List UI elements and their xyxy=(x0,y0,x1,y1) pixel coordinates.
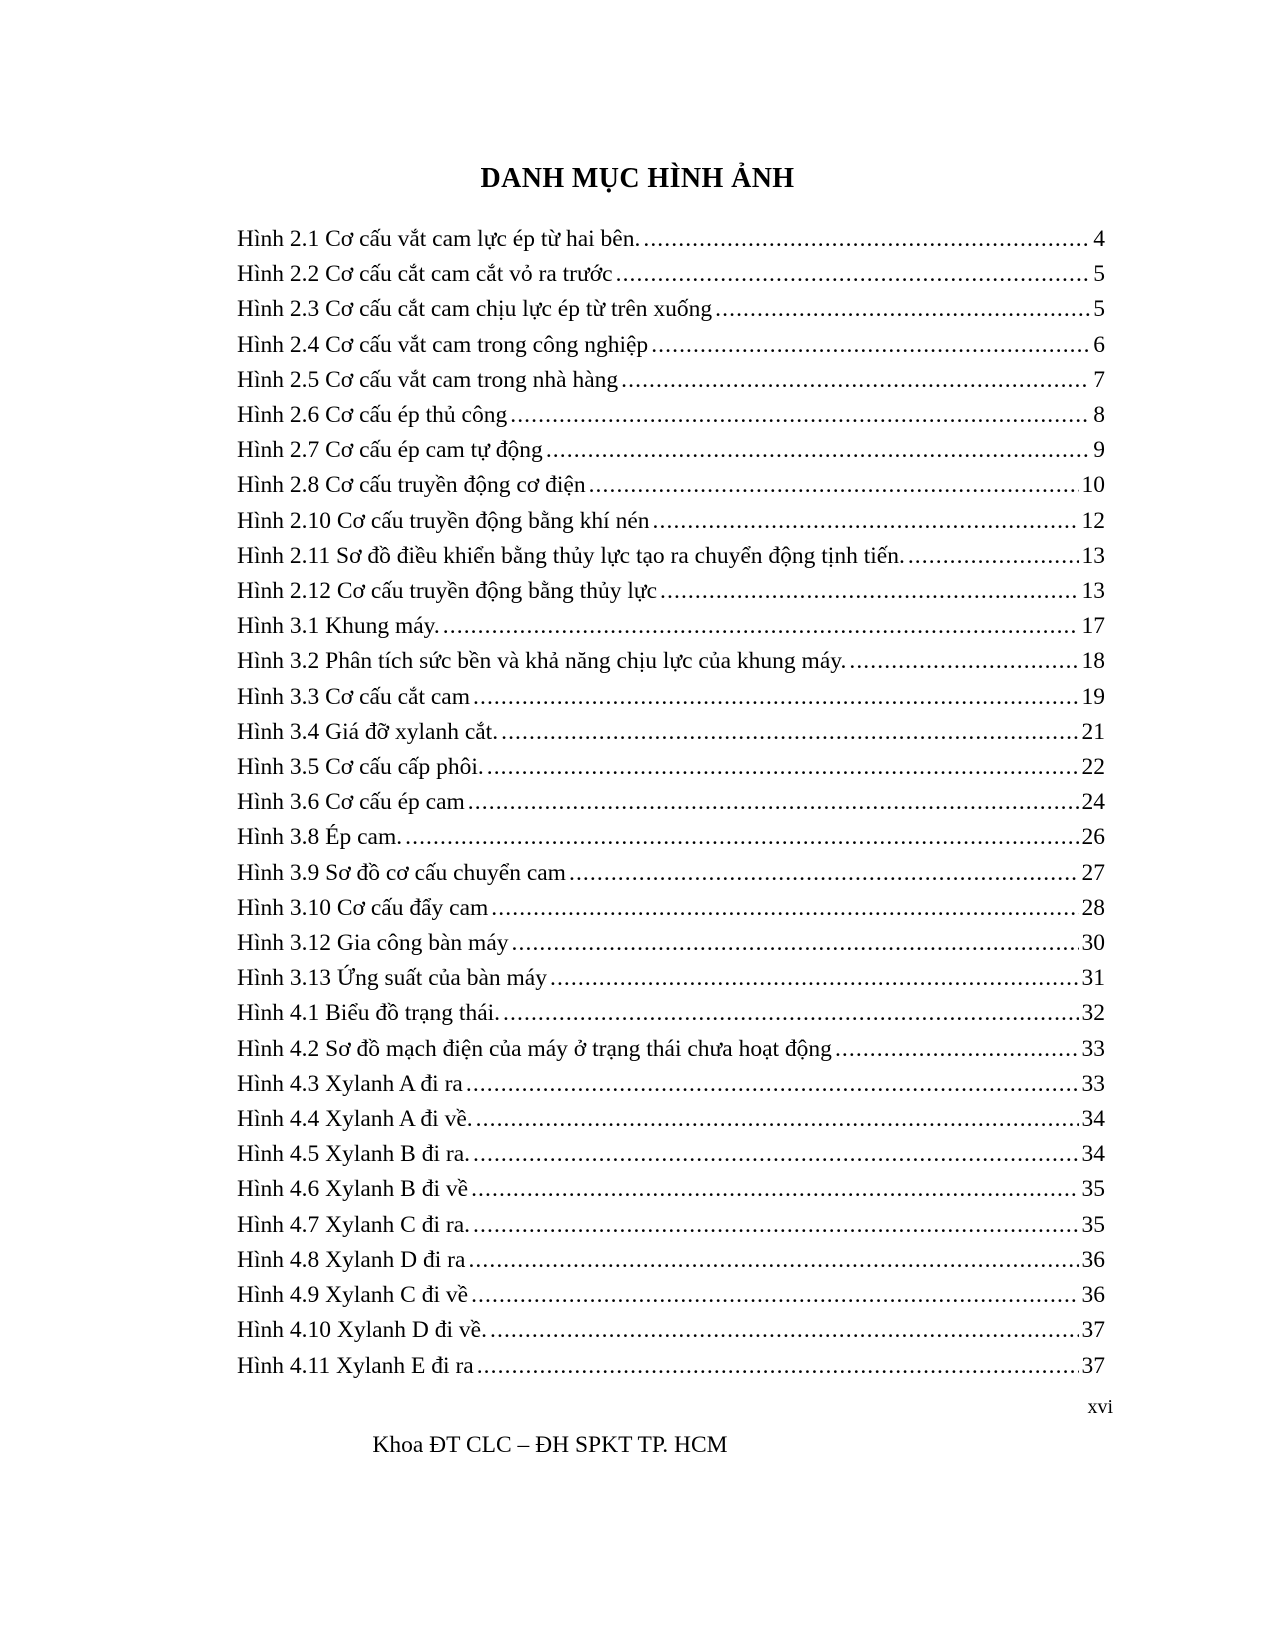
toc-entry[interactable] xyxy=(237,1172,1105,1207)
toc-leader-dots xyxy=(715,292,1090,327)
toc-entry-page: 27 xyxy=(1081,859,1105,886)
toc-leader-dots xyxy=(487,750,1079,785)
toc-entry[interactable] xyxy=(237,574,1105,609)
toc-entry-label: Hình 3.6 Cơ cấu ép cam xyxy=(237,789,465,816)
toc-leader-dots xyxy=(477,1349,1079,1384)
toc-entry[interactable] xyxy=(237,750,1105,785)
toc-entry-label: Hình 2.7 Cơ cấu ép cam tự động xyxy=(237,437,543,464)
toc-entry-label: Hình 4.9 Xylanh C đi về xyxy=(237,1282,469,1309)
page-title: DANH MỤC HÌNH ẢNH xyxy=(480,163,795,194)
toc-entry-page: 34 xyxy=(1081,1106,1105,1133)
toc-leader-dots xyxy=(443,609,1079,644)
toc-leader-dots xyxy=(468,785,1079,820)
toc-entry-page: 37 xyxy=(1081,1317,1105,1344)
table-of-contents xyxy=(237,222,1105,1384)
toc-entry[interactable] xyxy=(237,433,1105,468)
toc-entry-page: 26 xyxy=(1081,824,1105,851)
toc-entry[interactable] xyxy=(237,820,1105,855)
toc-entry-label: Hình 2.8 Cơ cấu truyền động cơ điện xyxy=(237,472,586,499)
toc-entry-page: 6 xyxy=(1093,331,1105,358)
toc-leader-dots xyxy=(550,961,1079,996)
toc-entry-page: 30 xyxy=(1081,930,1105,957)
toc-entry-page: 36 xyxy=(1081,1282,1105,1309)
toc-entry-page: 19 xyxy=(1081,683,1105,710)
toc-entry-label: Hình 4.10 Xylanh D đi về. xyxy=(237,1317,487,1344)
toc-leader-dots xyxy=(501,715,1078,750)
toc-entry[interactable] xyxy=(237,785,1105,820)
toc-entry-page: 8 xyxy=(1093,402,1105,429)
toc-entry-label: Hình 3.8 Ép cam. xyxy=(237,824,403,851)
toc-entry-label: Hình 2.2 Cơ cấu cắt cam cắt vỏ ra trước xyxy=(237,261,613,288)
toc-entry[interactable] xyxy=(237,891,1105,926)
toc-entry-label: Hình 3.1 Khung máy. xyxy=(237,613,440,640)
toc-entry-page: 24 xyxy=(1081,789,1105,816)
toc-leader-dots xyxy=(471,1172,1078,1207)
toc-entry-label: Hình 2.6 Cơ cấu ép thủ công xyxy=(237,402,508,429)
toc-entry[interactable] xyxy=(237,1067,1105,1102)
toc-leader-dots xyxy=(473,680,1079,715)
toc-entry-page: 32 xyxy=(1081,1000,1105,1027)
toc-entry[interactable] xyxy=(237,856,1105,891)
toc-entry-label: Hình 4.2 Sơ đồ mạch điện của máy ở trạng thái chưa hoạt động xyxy=(237,1035,832,1062)
toc-entry[interactable] xyxy=(237,1137,1105,1172)
toc-entry-page: 18 xyxy=(1081,648,1105,675)
toc-entry[interactable] xyxy=(237,996,1105,1031)
footer-text: Khoa ĐT CLC – ĐH SPKT TP. HCM xyxy=(372,1432,728,1458)
toc-leader-dots xyxy=(512,926,1079,961)
toc-entry[interactable] xyxy=(237,609,1105,644)
toc-leader-dots xyxy=(473,1208,1078,1243)
toc-entry[interactable] xyxy=(237,1102,1105,1137)
toc-entry[interactable] xyxy=(237,680,1105,715)
toc-entry-page: 4 xyxy=(1093,226,1105,252)
toc-leader-dots xyxy=(660,574,1078,609)
toc-leader-dots xyxy=(490,1313,1079,1348)
toc-entry-label: Hình 3.5 Cơ cấu cấp phôi. xyxy=(237,754,484,781)
toc-entry-page: 22 xyxy=(1081,754,1105,781)
toc-leader-dots xyxy=(473,1137,1078,1172)
toc-entry-page: 31 xyxy=(1081,965,1105,992)
toc-leader-dots xyxy=(471,1278,1078,1313)
toc-entry-page: 5 xyxy=(1093,296,1105,323)
toc-entry-page: 5 xyxy=(1093,261,1105,288)
toc-entry[interactable] xyxy=(237,257,1105,292)
page-number: xvi xyxy=(1087,1396,1113,1418)
toc-entry-label: Hình 3.13 Ứng suất của bàn máy xyxy=(237,965,547,992)
toc-entry-label: Hình 2.4 Cơ cấu vắt cam trong công nghiệp xyxy=(237,331,649,358)
toc-entry-page: 12 xyxy=(1081,507,1105,534)
toc-entry-page: 7 xyxy=(1093,366,1105,393)
toc-entry-label: Hình 2.3 Cơ cấu cắt cam chịu lực ép từ trên xuống xyxy=(237,296,713,323)
toc-leader-dots xyxy=(643,222,1090,257)
toc-entry[interactable] xyxy=(237,539,1105,574)
toc-leader-dots xyxy=(510,398,1090,433)
toc-entry-label: Hình 2.10 Cơ cấu truyền động bằng khí nén xyxy=(237,507,650,534)
toc-entry-page: 35 xyxy=(1081,1211,1105,1238)
toc-entry-label: Hình 2.12 Cơ cấu truyền động bằng thủy lực xyxy=(237,578,658,605)
toc-entry-page: 9 xyxy=(1093,437,1105,464)
toc-entry-label: Hình 4.3 Xylanh A đi ra xyxy=(237,1070,463,1097)
toc-entry-page: 34 xyxy=(1081,1141,1105,1168)
toc-entry[interactable] xyxy=(237,1349,1105,1384)
toc-entry-label: Hình 3.12 Gia công bàn máy xyxy=(237,930,509,957)
toc-entry[interactable] xyxy=(237,644,1105,679)
toc-leader-dots xyxy=(651,328,1090,363)
toc-entry-page: 21 xyxy=(1081,718,1105,745)
toc-leader-dots xyxy=(569,856,1079,891)
toc-entry[interactable] xyxy=(237,1032,1105,1067)
toc-entry-page: 13 xyxy=(1081,578,1105,605)
toc-leader-dots xyxy=(476,1102,1079,1137)
toc-entry-label: Hình 4.5 Xylanh B đi ra. xyxy=(237,1141,471,1168)
toc-leader-dots xyxy=(835,1032,1079,1067)
toc-entry-label: Hình 4.7 Xylanh C đi ra. xyxy=(237,1211,471,1238)
toc-entry-page: 35 xyxy=(1081,1176,1105,1203)
toc-entry-page: 10 xyxy=(1081,472,1105,499)
toc-entry-label: Hình 4.8 Xylanh D đi ra xyxy=(237,1246,466,1273)
toc-leader-dots xyxy=(546,433,1090,468)
toc-entry[interactable] xyxy=(237,468,1105,503)
toc-entry-label: Hình 4.6 Xylanh B đi về xyxy=(237,1176,469,1203)
toc-entry-page: 36 xyxy=(1081,1246,1105,1273)
toc-entry-label: Hình 3.3 Cơ cấu cắt cam xyxy=(237,683,470,710)
toc-entry[interactable] xyxy=(237,1278,1105,1313)
toc-entry-page: 33 xyxy=(1081,1070,1105,1097)
toc-entry[interactable] xyxy=(237,504,1105,539)
toc-entry-label: Hình 2.1 Cơ cấu vắt cam lực ép từ hai bên. xyxy=(237,226,641,252)
toc-leader-dots xyxy=(466,1067,1079,1102)
toc-entry-label: Hình 3.4 Giá đỡ xylanh cắt. xyxy=(237,718,499,745)
toc-entry-page: 33 xyxy=(1081,1035,1105,1062)
toc-entry-label: Hình 2.5 Cơ cấu vắt cam trong nhà hàng xyxy=(237,366,619,393)
toc-entry-page: 28 xyxy=(1081,894,1105,921)
toc-leader-dots xyxy=(491,891,1078,926)
toc-entry-label: Hình 4.1 Biểu đồ trạng thái. xyxy=(237,1000,501,1027)
toc-entry[interactable] xyxy=(237,292,1105,327)
toc-entry-label: Hình 4.11 Xylanh E đi ra xyxy=(237,1352,474,1379)
toc-leader-dots xyxy=(503,996,1078,1031)
toc-entry-label: Hình 3.9 Sơ đồ cơ cấu chuyển cam xyxy=(237,859,566,886)
toc-entry[interactable] xyxy=(237,363,1105,398)
toc-entry[interactable] xyxy=(237,961,1105,996)
toc-entry[interactable] xyxy=(237,398,1105,433)
toc-entry-page: 13 xyxy=(1081,542,1105,569)
toc-entry-label: Hình 3.10 Cơ cấu đẩy cam xyxy=(237,894,489,921)
toc-leader-dots xyxy=(589,468,1079,503)
page-footer xyxy=(0,1432,1275,1459)
toc-entry-label: Hình 3.2 Phân tích sức bền và khả năng chịu lực của khung máy. xyxy=(237,648,847,675)
toc-entry-page: 17 xyxy=(1081,613,1105,640)
toc-entry-label: Hình 2.11 Sơ đồ điều khiển bằng thủy lực tạo ra chuyển động tịnh tiến. xyxy=(237,542,905,569)
toc-entry[interactable] xyxy=(237,1243,1105,1278)
toc-leader-dots xyxy=(908,539,1079,574)
toc-leader-dots xyxy=(849,644,1078,679)
toc-entry[interactable] xyxy=(237,1208,1105,1243)
toc-leader-dots xyxy=(653,504,1079,539)
toc-leader-dots xyxy=(621,363,1090,398)
toc-entry[interactable] xyxy=(237,328,1105,363)
toc-leader-dots xyxy=(405,820,1078,855)
toc-leader-dots xyxy=(616,257,1091,292)
toc-leader-dots xyxy=(468,1243,1078,1278)
toc-entry[interactable] xyxy=(237,715,1105,750)
toc-entry[interactable] xyxy=(237,222,1105,257)
toc-entry-label: Hình 4.4 Xylanh A đi về. xyxy=(237,1106,473,1133)
toc-entry[interactable] xyxy=(237,926,1105,961)
toc-entry[interactable] xyxy=(237,1313,1105,1348)
toc-entry-page: 37 xyxy=(1081,1352,1105,1379)
